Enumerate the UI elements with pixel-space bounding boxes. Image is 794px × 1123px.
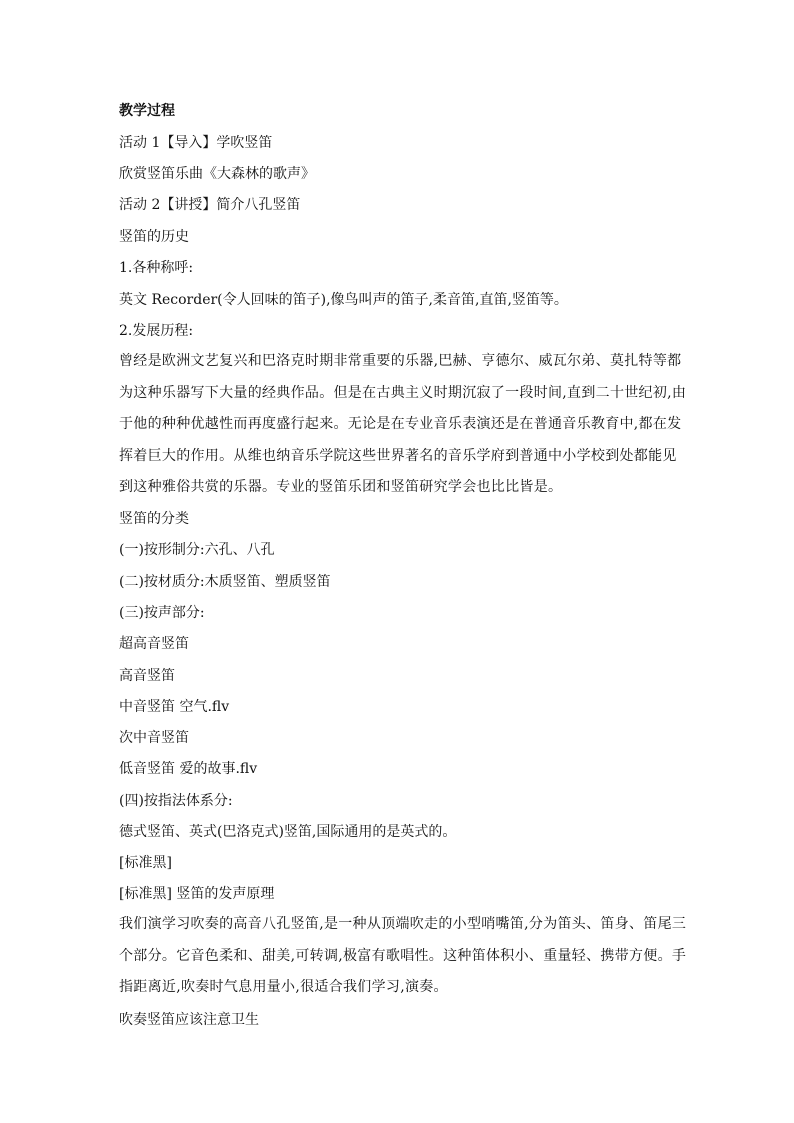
hygiene-title: 吹奏竖笛应该注意卫生 [119,1012,259,1028]
names-title: 1.各种称呼: [119,260,194,276]
paragraph-line: 指距离近,吹奏时气息用量小,很适合我们学习,演奏。 [119,979,448,995]
fingering-text: 德式竖笛、英式(巴洛克式)竖笛,国际通用的是英式的。 [119,824,457,840]
paragraph-line: 到这种雅俗共赏的乐器。专业的竖笛乐团和竖笛研究学会也比比皆是。 [119,479,563,495]
voice-soprano-super: 超高音竖笛 [119,636,189,652]
paragraph-line: 挥着巨大的作用。从维也纳音乐学院这些世界著名的音乐学府到普通中小学校到处都能见 [119,447,677,464]
class-by-material: (二)按材质分:木质竖笛、塑质竖笛 [119,574,331,590]
class-by-fingering: (四)按指法体系分: [119,793,233,809]
paragraph-line: 曾经是欧洲文艺复兴和巴洛克时期非常重要的乐器,巴赫、亨德尔、威瓦尔弟、莫扎特等都 [119,353,682,369]
voice-tenor: 次中音竖笛 [119,730,189,746]
paragraph-line: 于他的种种优越性而再度盛行起来。无论是在专业音乐表演还是在普通音乐教育中,都在发 [119,416,682,432]
names-text: 英文 Recorder(令人回味的笛子),像鸟叫声的笛子,柔音笛,直笛,竖笛等。 [119,292,568,308]
paragraph-line: 为这种乐器写下大量的经典作品。但是在古典主义时期沉寂了一段时间,直到二十世纪初,由 [119,384,687,401]
voice-bass: 低音竖笛 爱的故事.flv [119,761,258,777]
history-title: 竖笛的历史 [119,229,189,245]
activity-1-title: 活动 1【导入】学吹竖笛 [119,135,273,151]
development-paragraph [119,346,687,504]
principle-title: [标准黑] 竖笛的发声原理 [119,886,275,902]
appreciation-line: 欣赏竖笛乐曲《大森林的歌声》 [119,166,315,182]
classification-title: 竖笛的分类 [119,511,189,527]
class-by-voice: (三)按声部分: [119,605,205,621]
paragraph-line: 我们演学习吹奏的高音八孔竖笛,是一种从顶端吹走的小型哨嘴笛,分为笛头、笛身、笛尾三 [119,916,687,932]
class-by-form: (一)按形制分:六孔、八孔 [119,542,275,558]
principle-paragraph [119,909,687,1004]
voice-alto: 中音竖笛 空气.flv [119,699,230,715]
development-title: 2.发展历程: [119,323,194,339]
marker-line: [标准黑] [119,855,172,871]
section-heading: 教学过程 [119,103,175,119]
voice-soprano: 高音竖笛 [119,668,175,684]
paragraph-line: 个部分。它音色柔和、甜美,可转调,极富有歌唱性。这种笛体积小、重量轻、携带方便。手 [119,947,687,964]
activity-2-title: 活动 2【讲授】简介八孔竖笛 [119,197,301,213]
